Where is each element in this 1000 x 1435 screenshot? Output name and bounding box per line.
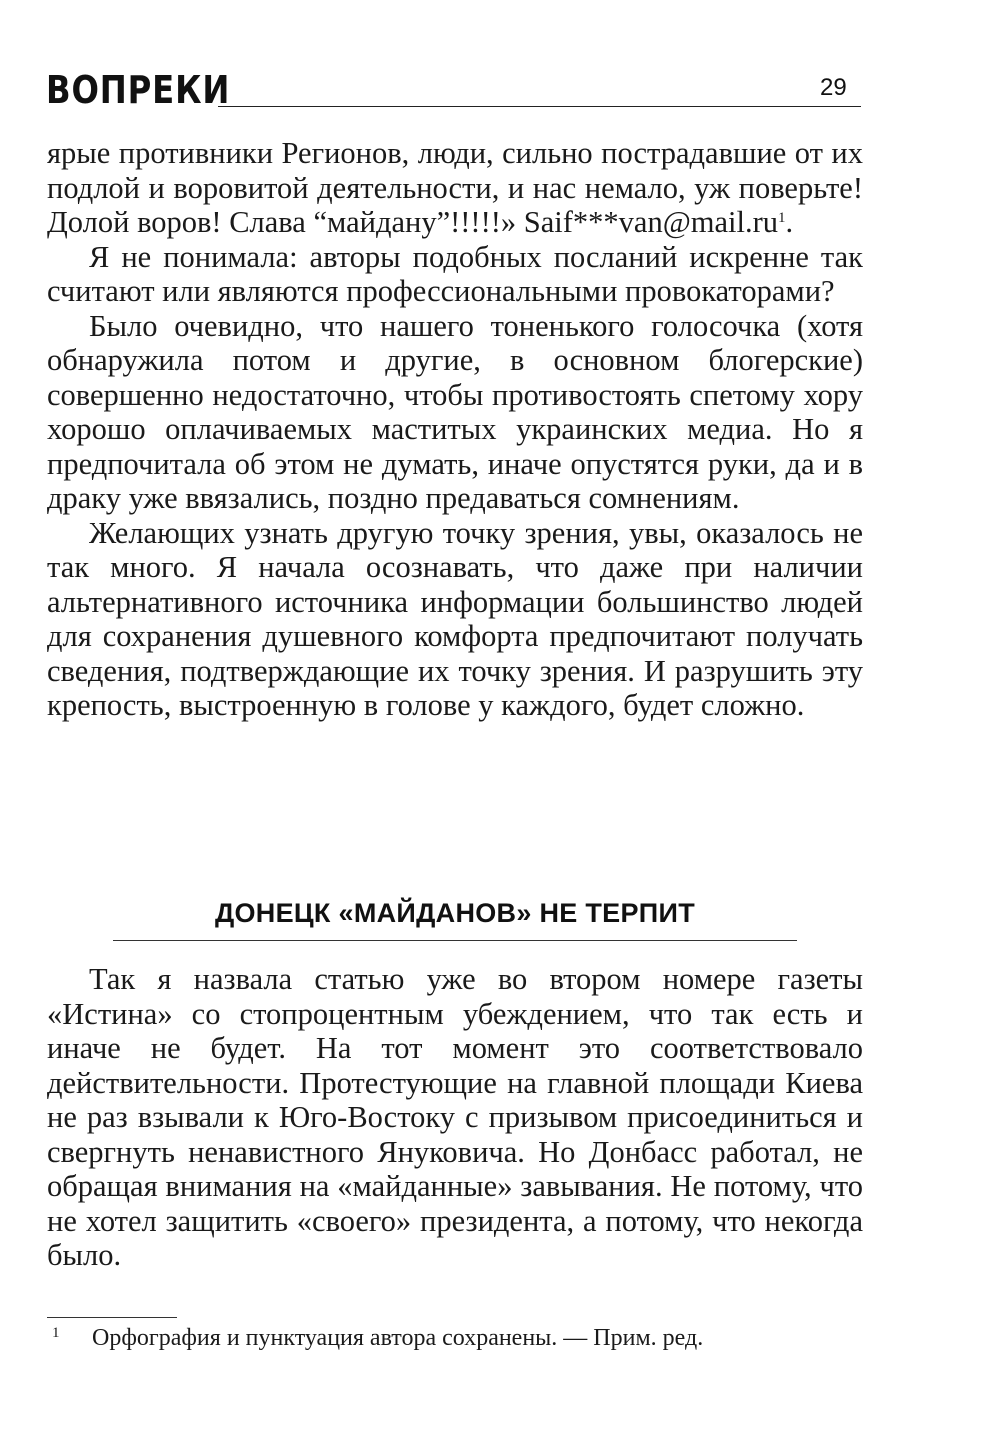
paragraph-1-text: ярые противники Регионов, люди, сильно пострадавшие от их подлой и воровитой деятельности, и нас немало, уж поверьте! Долой воров! Слава “майдану”!!!!!» Saif***van@mail.ru <box>47 136 863 239</box>
paragraph-4: Желающих узнать другую точку зрения, увы, оказалось не так много. Я начала осознавать, что даже при наличии альтернативного источника информации большинство людей для сохранения душевного комфорта предпочитают получать сведения, подтверждающие их точку зрения. И разрушить эту крепость, выстроенную в голове у каждого, будет сложно. <box>47 515 863 722</box>
heading-rule <box>113 940 797 941</box>
paragraph-1-end: . <box>785 205 794 239</box>
paragraph-1 <box>47 136 863 240</box>
section-2-body <box>47 962 863 1273</box>
paragraph-3: Было очевидно, что нашего тоненького голосочка (хотя обнаружила потом и другие, в основном блогерские) совершенно недостаточно, чтобы противостоять спетому хору хорошо оплачиваемых маститых украинских медиа. Но я предпочитала об этом не думать, иначе опустятся руки, да и в драку уже ввязались, поздно предаваться сомнениям. <box>47 308 863 515</box>
footnote-text: Орфография и пунктуация автора сохранены. — Прим. ред. <box>92 1325 704 1351</box>
page-number: 29 <box>820 74 847 101</box>
header-rule <box>218 106 861 107</box>
footnote-reference[interactable]: 1 <box>778 210 786 226</box>
footnote-rule <box>47 1317 177 1318</box>
section-heading: ДОНЕЦК «МАЙДАНОВ» НЕ ТЕРПИТ <box>214 898 696 928</box>
paragraph-2: Я не понимала: авторы подобных посланий искренне так считают или являются профессиональными провокаторами? <box>47 239 863 308</box>
section-1-body <box>47 136 863 723</box>
footnote-marker: 1 <box>52 1325 60 1341</box>
running-title-logo: ВОПРЕКИ <box>46 68 231 112</box>
paragraph-5: Так я назвала статью уже во втором номере газеты «Истина» со стопроцентным убеждением, что так есть и иначе не будет. На тот момент это соответствовало действительности. Протестующие на главной площади Киева не раз взывали к Юго-Востоку с призывом присоединиться и свергнуть ненавистного Януковича. Но Донбасс работал, не обращая внимания на «майданные» завывания. Не потому, что не хотел защитить «своего» президента, а потому, что некогда было. <box>47 962 863 1272</box>
